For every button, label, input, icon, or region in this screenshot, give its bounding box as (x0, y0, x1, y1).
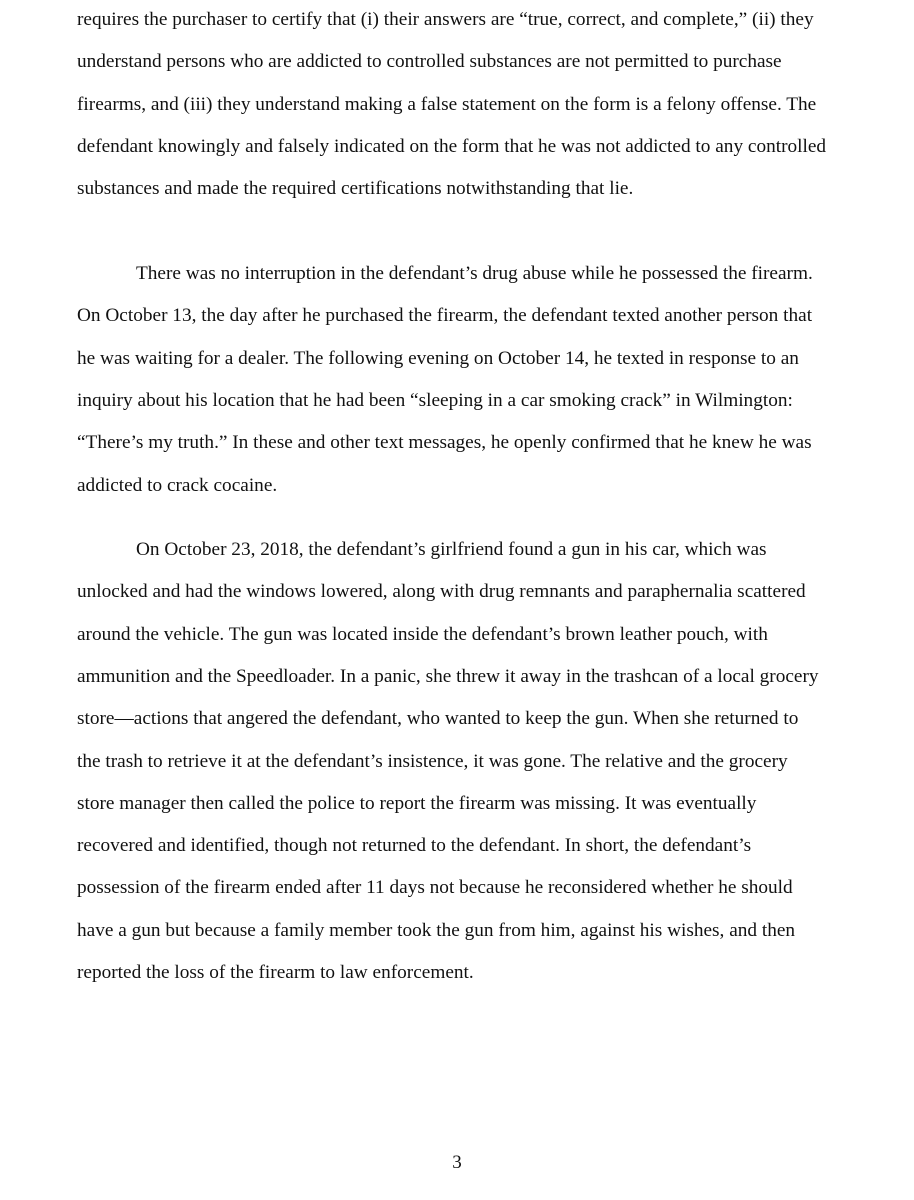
text-line: store manager then called the police to report the firearm was missing. It was eventually (77, 792, 757, 814)
text-line: reported the loss of the firearm to law enforcement. (77, 962, 474, 983)
text-line: inquiry about his location that he had been “sleeping in a car smoking crack” in Wilmington: (77, 389, 793, 411)
text-line: defendant knowingly and falsely indicated on the form that he was not addicted to any controlled (77, 135, 827, 157)
text-line: store—actions that angered the defendant, who wanted to keep the gun. When she returned to (77, 708, 799, 730)
text-line: ammunition and the Speedloader. In a panic, she threw it away in the trashcan of a local grocery (77, 665, 819, 687)
text-line: possession of the firearm ended after 11 days not because he reconsidered whether he should (77, 877, 793, 899)
text-line: On October 23, 2018, the defendant’s girlfriend found a gun in his car, which was (136, 539, 767, 560)
text-line: understand persons who are addicted to controlled substances are not permitted to purchase (77, 51, 782, 73)
text-line: the trash to retrieve it at the defendant’s insistence, it was gone. The relative and the grocery (77, 750, 788, 772)
text-line: “There’s my truth.” In these and other text messages, he openly confirmed that he knew he was (77, 432, 812, 454)
text-line: recovered and identified, though not returned to the defendant. In short, the defendant’s (77, 835, 752, 857)
text-line: addicted to crack cocaine. (77, 474, 278, 496)
text-line: unlocked and had the windows lowered, along with drug remnants and paraphernalia scattered (77, 581, 806, 603)
text-line: There was no interruption in the defendant’s drug abuse while he possessed the firearm. (136, 263, 813, 284)
text-line: have a gun but because a family member took the gun from him, against his wishes, and then (77, 919, 796, 941)
text-line: requires the purchaser to certify that (i) their answers are “true, correct, and complete,” (ii) they (77, 9, 814, 30)
text-line: around the vehicle. The gun was located inside the defendant’s brown leather pouch, with (77, 623, 768, 645)
text-line: firearms, and (iii) they understand making a false statement on the form is a felony offense. The (77, 93, 817, 115)
text-line: On October 13, the day after he purchased the firearm, the defendant texted another person that (77, 305, 813, 327)
text-line: substances and made the required certifications notwithstanding that lie. (77, 178, 634, 200)
text-line: he was waiting for a dealer. The following evening on October 14, he texted in response to an (77, 347, 799, 369)
page-number: 3 (452, 1152, 462, 1173)
